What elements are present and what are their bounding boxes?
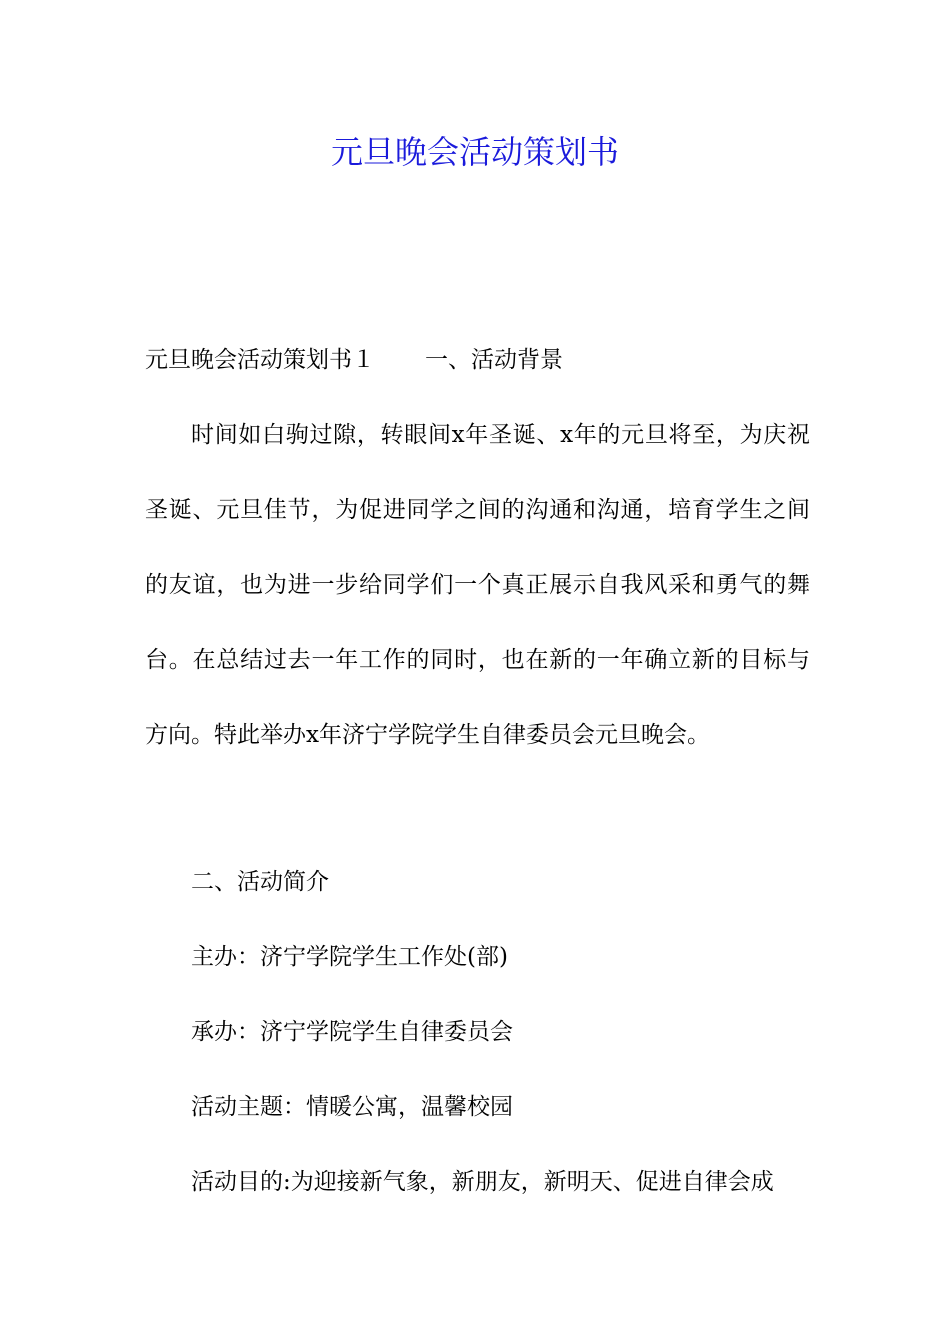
document-title: 元旦晚会活动策划书 [330,133,619,171]
section-heading-label: 元旦晚会活动策划书１ [145,347,375,373]
co-organizer-line: 承办：济宁学院学生自律委员会 [191,1019,513,1045]
organizer-line: 主办：济宁学院学生工作处(部) [191,944,508,970]
background-subheading: 一、活动背景 [425,347,563,373]
purpose-line: 活动目的:为迎接新气象，新朋友，新明天、促进自律会成 [191,1169,774,1195]
theme-line: 活动主题：情暖公寓，温馨校园 [191,1094,513,1120]
section-two-heading: 二、活动简介 [191,869,329,895]
background-paragraph: 时间如白驹过隙，转眼间x年圣诞、x年的元旦将至，为庆祝圣诞、元旦佳节，为促进同学之间的沟通和沟通，培育学生之间的友谊，也为进一步给同学们一个真正展示自我风采和勇气的舞台。在总结过去一年工作的同时，也在新的一年确立新的目标与方向。特此举办x年济宁学院学生自律委员会元旦晚会。 [145,422,810,748]
section-heading-line [145,323,810,398]
activity-intro-section [145,845,810,1220]
